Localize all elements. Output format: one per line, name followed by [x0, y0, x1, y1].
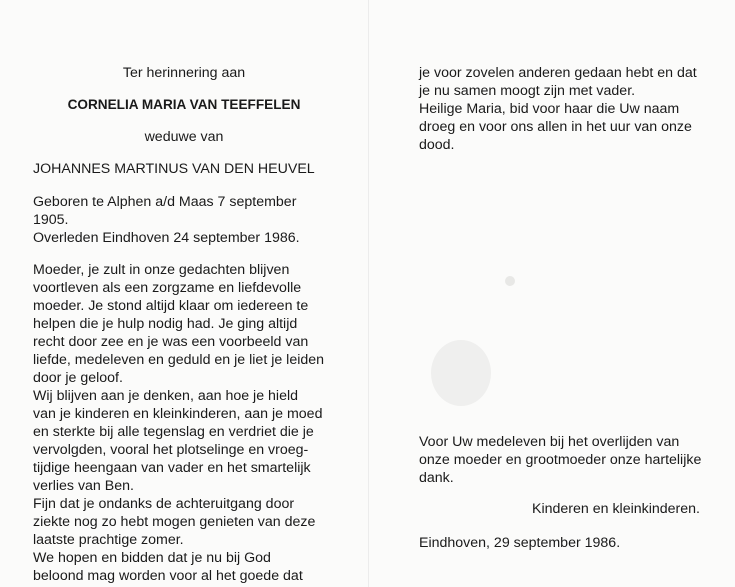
text-line: We hopen en bidden dat je nu bij God [33, 550, 271, 566]
text-line: verlies van Ben. [33, 478, 134, 494]
text-line: recht door zee en je was een voorbeeld van [33, 334, 309, 350]
text-line: voortleven als een zorgzame en liefdevolle [33, 280, 302, 296]
text-line: je nu samen moogt zijn met vader. [419, 83, 636, 99]
text-line: door je geloof. [33, 370, 123, 386]
birth-year: 1905. [33, 212, 69, 228]
text-line: moeder. Je stond altijd klaar om iedereen te [33, 298, 309, 314]
text-line: helpen die je hulp nodig had. Je ging altijd [33, 316, 298, 332]
birth-line: Geboren te Alphen a/d Maas 7 september [33, 194, 297, 210]
text-line: liefde, medeleven en geduld en je liet je leiden [33, 352, 325, 368]
text-line: en sterkte bij alle tegenslag en verdriet die je [33, 424, 314, 440]
place-date: Eindhoven, 29 september 1986. [419, 535, 621, 551]
text-line: van je kinderen en kleinkinderen, aan je moed [33, 406, 323, 422]
text-line: Fijn dat je ondanks de achteruitgang door [33, 496, 295, 512]
text-line: ziekte nog zo hebt mogen genieten van deze [33, 514, 316, 530]
thanks-line: Voor Uw medeleven bij het overlijden van [419, 434, 680, 450]
thanks-line: dank. [419, 470, 454, 486]
text-line: Moeder, je zult in onze gedachten blijven [33, 262, 290, 278]
text-line: beloond mag worden voor al het goede dat [33, 568, 303, 584]
text-line: Wij blijven aan je denken, aan hoe je hield [33, 388, 299, 404]
paper-stain [431, 340, 491, 406]
paper-stain [505, 276, 515, 286]
text-line: tijdige heengaan van vader en het smartelijk [33, 460, 311, 476]
text-line: laatste prachtige zomer. [33, 532, 184, 548]
text-line: vervolgden, vooral het plotselinge en vroeg- [33, 442, 309, 458]
signature: Kinderen en kleinkinderen. [532, 501, 700, 517]
spouse-name: JOHANNES MARTINUS VAN DEN HEUVEL [33, 161, 315, 177]
text-line: je voor zovelen anderen gedaan hebt en dat [419, 65, 697, 81]
death-line: Overleden Eindhoven 24 september 1986. [33, 230, 300, 246]
deceased-name: CORNELIA MARIA VAN TEEFFELEN [67, 97, 301, 112]
intro-line: Ter herinnering aan [122, 65, 246, 81]
right-page [369, 0, 735, 587]
thanks-line: onze moeder en grootmoeder onze hartelijke [419, 452, 702, 468]
relation-line: weduwe van [144, 129, 224, 145]
text-line: dood. [419, 137, 455, 153]
text-line: Heilige Maria, bid voor haar die Uw naam [419, 101, 680, 117]
text-line: droeg en voor ons allen in het uur van onze [419, 119, 692, 135]
